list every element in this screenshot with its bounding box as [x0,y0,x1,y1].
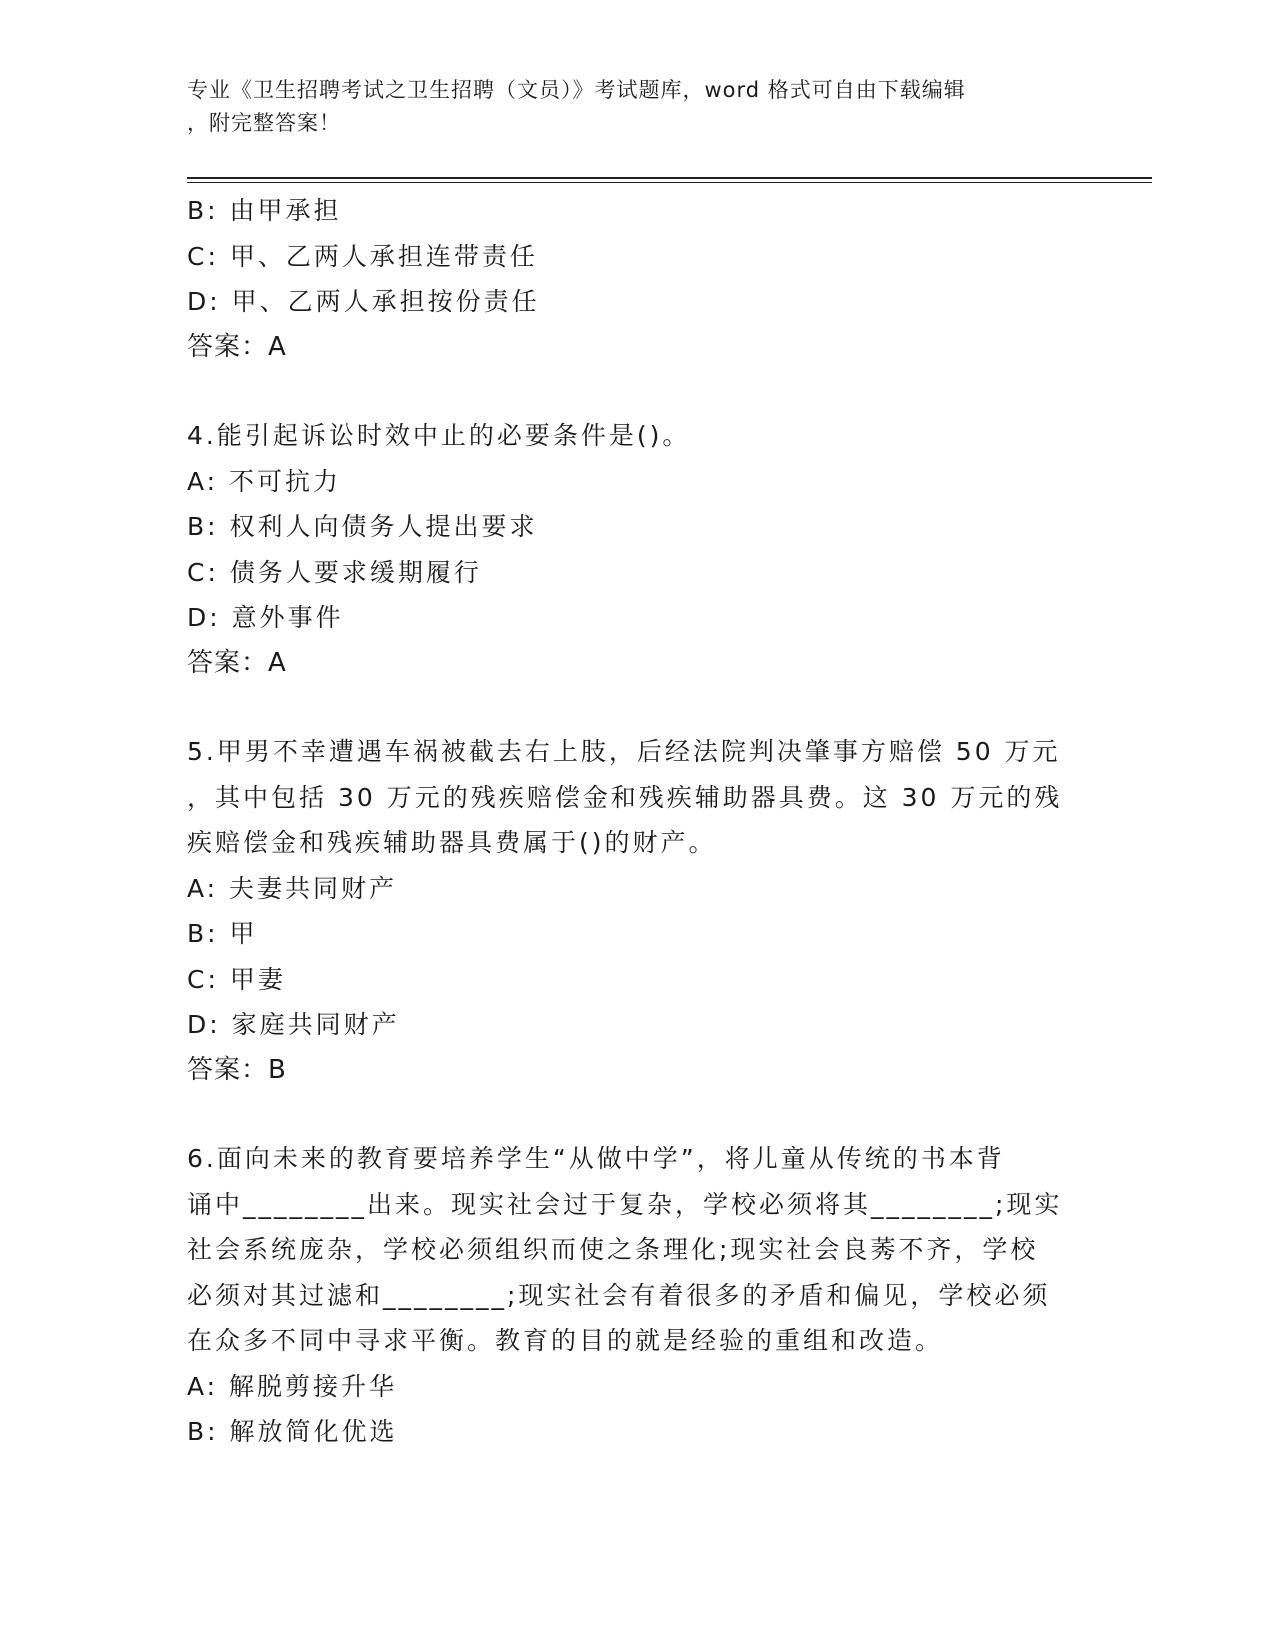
option-c: C: 甲妻 [187,964,286,994]
option-a: A: 不可抗力 [187,466,342,496]
question-6 [187,1136,1072,1455]
question-stem-line: 5.甲男不幸遭遇车祸被截去右上肢，后经法院判决肇事方赔偿 50 万元 [187,737,1061,766]
question-stem-line: 疾赔偿金和残疾辅助器具费属于()的财产。 [187,828,717,857]
question-4 [187,413,1072,686]
option-c: C: 债务人要求缓期履行 [187,557,482,587]
question-stem-line: 6.面向未来的教育要培养学生“从做中学”，将儿童从传统的书本背 [187,1144,1005,1173]
option-c: C: 甲、乙两人承担连带责任 [187,241,538,271]
option-d: D: 甲、乙两人承担按份责任 [187,287,540,316]
question-stem-line: 社会系统庞杂，学校必须组织而使之条理化;现实社会良莠不齐，学校 [187,1235,1039,1264]
question-spacer [187,1093,1072,1136]
question-5 [187,729,1072,1093]
header-divider-thick [187,177,1152,179]
option-b: B: 解放简化优选 [187,1417,398,1446]
answer-line: 答案：B [187,1054,287,1085]
answer-line: 答案：A [187,331,287,362]
document-header [187,74,1067,140]
option-b: B: 由甲承担 [187,196,342,225]
question-stem-line: ，其中包括 30 万元的残疾赔偿金和残疾辅助器具费。这 30 万元的残 [187,782,1063,812]
header-divider-thin [187,182,1152,183]
option-b: B: 甲 [187,919,258,948]
question-list [187,188,1072,1455]
option-a: A: 解脱剪接升华 [187,1371,398,1401]
header-line-2: ，附完整答案！ [187,111,341,135]
question-spacer [187,370,1072,413]
question-spacer [187,686,1072,729]
option-a: A: 夫妻共同财产 [187,873,398,903]
question-stem-line: 诵中________出来。现实社会过于复杂，学校必须将其________;现实 [187,1189,1063,1219]
question-stem-line: 在众多不同中寻求平衡。教育的目的就是经验的重组和改造。 [187,1326,944,1355]
question-3 [187,188,1072,370]
answer-line: 答案：A [187,647,287,678]
option-d: D: 家庭共同财产 [187,1010,400,1039]
header-line-1: 专业《卫生招聘考试之卫生招聘（文员）》考试题库，word 格式可自由下载编辑 [187,78,966,102]
option-b: B: 权利人向债务人提出要求 [187,512,538,541]
option-d: D: 意外事件 [187,603,344,632]
question-stem-line: 必须对其过滤和________;现实社会有着很多的矛盾和偏见，学校必须 [187,1280,1051,1310]
question-stem: 4.能引起诉讼时效中止的必要条件是()。 [187,421,691,450]
